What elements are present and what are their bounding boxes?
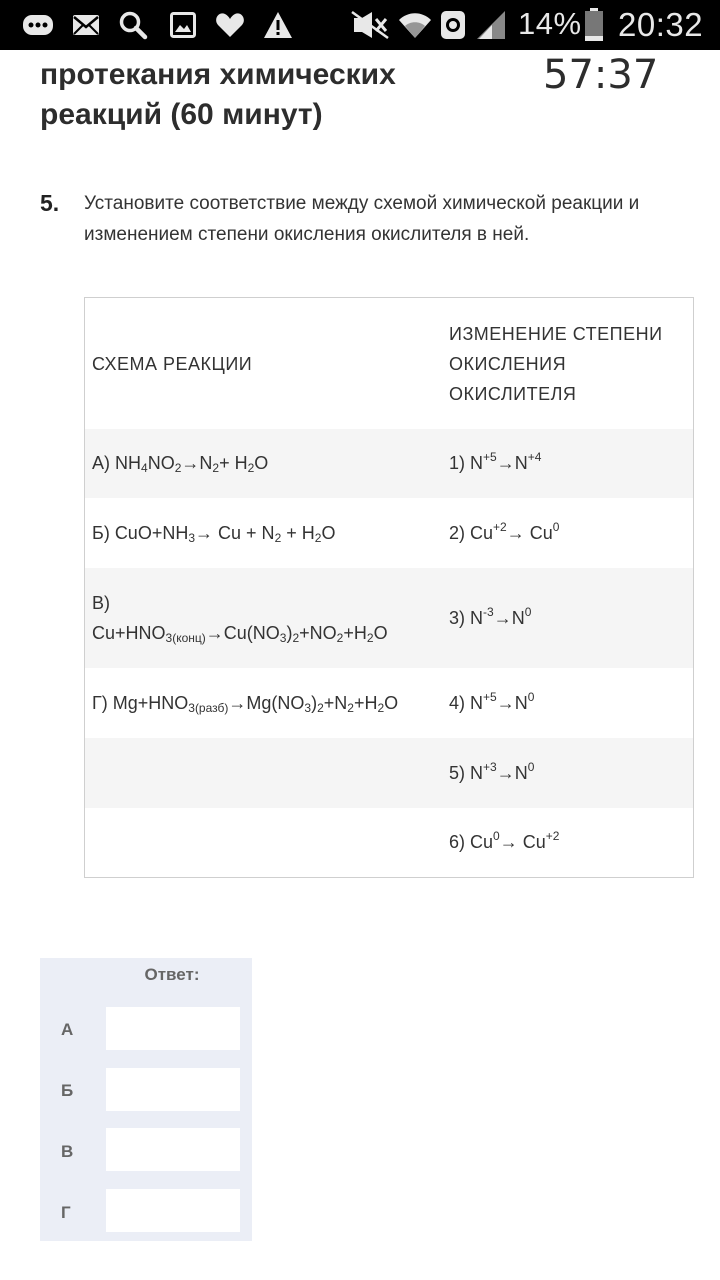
question-text: Установите соответствие между схемой химической реакции и изменением степени окисления окислителя в ней. <box>84 193 640 245</box>
page-title-line1: протекания химических <box>40 58 396 91</box>
option-2: 2) $Cu^{+2}\to Cu^0$ <box>449 519 560 543</box>
reaction-g: Г) $Mg+HNO_{3(разб)}\to Mg(NO_3)_2+N_2+H_2O$ <box>92 692 399 715</box>
heart-icon <box>215 8 245 42</box>
option-3: 3) $N^{-3}\to N^0$ <box>449 604 532 628</box>
table-row <box>85 498 693 568</box>
page-title-line2: реакций (60 минут) <box>40 98 323 131</box>
answer-label-a: А <box>61 1020 74 1039</box>
answer-input-b[interactable] <box>106 1068 240 1111</box>
column-header-oxidation-change <box>449 298 689 429</box>
table-row <box>85 568 693 668</box>
column-header-scheme: СХЕМА РЕАКЦИИ <box>92 353 253 374</box>
wifi-icon <box>398 8 432 42</box>
table-row <box>85 429 693 498</box>
answer-label-b: Б <box>61 1081 74 1100</box>
option-5: 5) $N^{+3}\to N^0$ <box>449 759 535 783</box>
table-row <box>85 738 693 808</box>
question-number: 5. <box>40 190 60 216</box>
answer-panel <box>40 958 252 1241</box>
reaction-v: В) $Cu+HNO_{3(конц)}\to Cu(NO_3)_2+NO_2+H_2O$ <box>92 593 388 645</box>
search-icon <box>118 8 148 42</box>
matching-table <box>84 297 694 878</box>
reaction-a: А) $NH_4NO_2\to N_2+ H_2O$ <box>92 453 269 475</box>
battery-icon <box>584 8 604 42</box>
chat-icon <box>22 8 54 42</box>
header-line: ОКИСЛЕНИЯ <box>449 353 567 374</box>
mute-icon <box>350 8 390 42</box>
header-line: ИЗМЕНЕНИЕ СТЕПЕНИ <box>449 323 663 344</box>
answer-title: Ответ: <box>144 965 200 984</box>
status-bar <box>0 0 720 50</box>
answer-label-g: Г <box>61 1203 71 1222</box>
answer-input-g[interactable] <box>106 1189 240 1232</box>
table-row <box>85 808 693 877</box>
signal-icon <box>476 8 506 42</box>
answer-input-v[interactable] <box>106 1128 240 1171</box>
clock: 20:32 <box>618 6 704 43</box>
warning-icon <box>263 8 293 42</box>
image-icon <box>170 8 196 42</box>
option-1: 1) $N^{+5}\to N^{+4}$ <box>449 450 542 473</box>
reaction-b: Б) $CuO+NH_3\to Cu + N_2 + H_2O$ <box>92 522 336 545</box>
option-6: 6) $Cu^0\to Cu^{+2}$ <box>449 829 560 852</box>
header-line: ОКИСЛИТЕЛЯ <box>449 383 577 404</box>
mail-icon <box>72 8 100 42</box>
countdown-timer: 57:37 <box>543 52 659 98</box>
battery-percent: 14% <box>518 6 582 41</box>
browser-icon <box>440 8 466 42</box>
table-header-row <box>85 298 693 429</box>
option-4: 4) $N^{+5}\to N^0$ <box>449 689 535 713</box>
answer-input-a[interactable] <box>106 1007 240 1050</box>
answer-label-v: В <box>61 1142 74 1161</box>
page-title <box>40 55 500 135</box>
table-row <box>85 668 693 738</box>
